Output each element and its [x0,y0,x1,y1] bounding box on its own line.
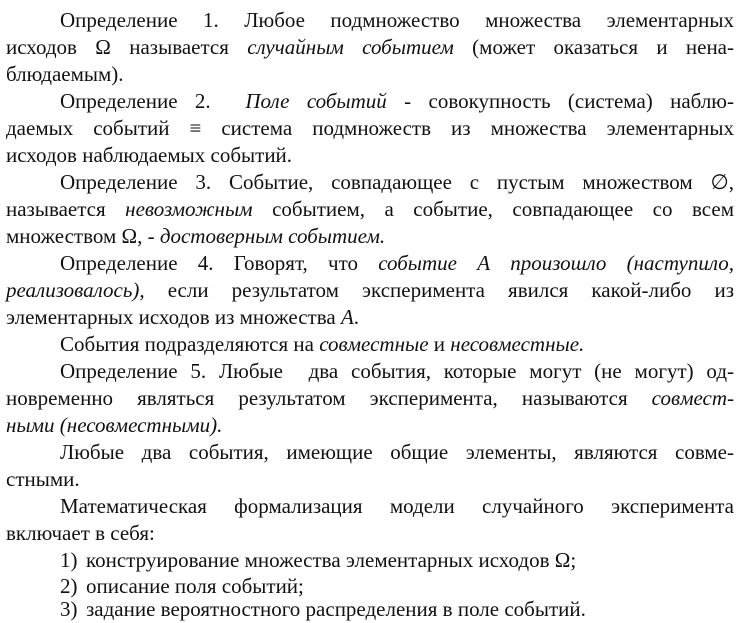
any-two-events-line-2 [6,466,734,493]
term-realized: реализовалось), [6,278,145,302]
term-incompatible: несовместные. [450,332,585,356]
text: Определение 3. Событие, совпадающее с пустым множеством ∅, [60,170,734,194]
text: событием, а событие, совпадающее со всем [252,197,734,221]
text: События подразделяются на [60,332,320,356]
term-random-event: случайным событием [247,35,454,59]
set-a: А [340,305,354,329]
formalization-line-2 [6,520,734,547]
text: если результатом эксперимента явился какой-либо из [144,278,734,302]
definition-1-text: Определение 1. Любое подмножество множества элементарных [60,8,734,32]
list-text: задание вероятностного распределения в поле событий. [86,597,586,621]
text: Математическая формализация модели случайного эксперимента [60,494,734,518]
list-number: 3) [60,597,78,621]
term-event-occurred: событие А произошло (наступило, [378,251,734,275]
definition-5-line-1 [60,358,734,385]
definition-2-line-1 [60,88,734,115]
text: (может оказаться и нена- [453,35,734,59]
definition-2-line-3 [6,142,734,169]
definition-4-line-2 [6,277,734,304]
text: даемых событий ≡ система подмножеств из множества элементарных [6,116,734,140]
list-item [60,596,586,623]
term-compatible-inline: совмест- [651,386,734,410]
text: исходов наблюдаемых событий. [6,143,293,167]
text: блюдаемым). [6,62,124,86]
term-compatible-incompatible: ными (несовместными). [6,413,223,437]
events-classification [60,331,734,358]
list-number: 1) [60,548,78,572]
definition-4-line-3 [6,304,734,331]
text: новременно являться результатом эксперимента, называются [6,386,652,410]
text: Определение 5. Любые два события, которые могут (не могут) од- [60,359,734,383]
definition-1-line-1 [60,7,734,34]
formalization-line-1 [60,493,734,520]
text: и [428,332,451,356]
definition-2-line-2 [6,115,734,142]
definition-3-line-1 [60,169,734,196]
definition-5-line-3 [6,412,734,439]
text: включает в себя: [6,521,155,545]
text: Определение 2. [60,89,246,113]
text: элементарных исходов из множества [6,305,341,329]
term-event-field: Поле событий [245,89,387,113]
text: исходов Ω называется [6,35,248,59]
any-two-events-line-1 [60,439,734,466]
definition-1-line-3 [6,61,734,88]
definition-4-line-1 [60,250,734,277]
definition-3-line-2 [6,196,734,223]
definition-1-line-2 [6,34,734,61]
term-compatible: совместные [319,332,429,356]
definition-5-line-2 [6,385,734,412]
text: называется [6,197,126,221]
definition-3-line-3 [6,223,734,250]
list-item [60,547,576,574]
term-impossible: невозможным [125,197,253,221]
text: Любые два события, имеющие общие элементы, являются совме- [60,440,734,464]
text: Определение 4. Говорят, что [60,251,379,275]
text: стными. [6,467,80,491]
text: - совокупность (система) наблю- [386,89,734,113]
list-text: описание поля событий; [86,574,304,598]
text: . [353,305,360,329]
text: множеством Ω, - [6,224,160,248]
term-certain-event: достоверным событием. [159,224,386,248]
list-text: конструирование множества элементарных исходов Ω; [86,548,577,572]
list-number: 2) [60,574,78,598]
